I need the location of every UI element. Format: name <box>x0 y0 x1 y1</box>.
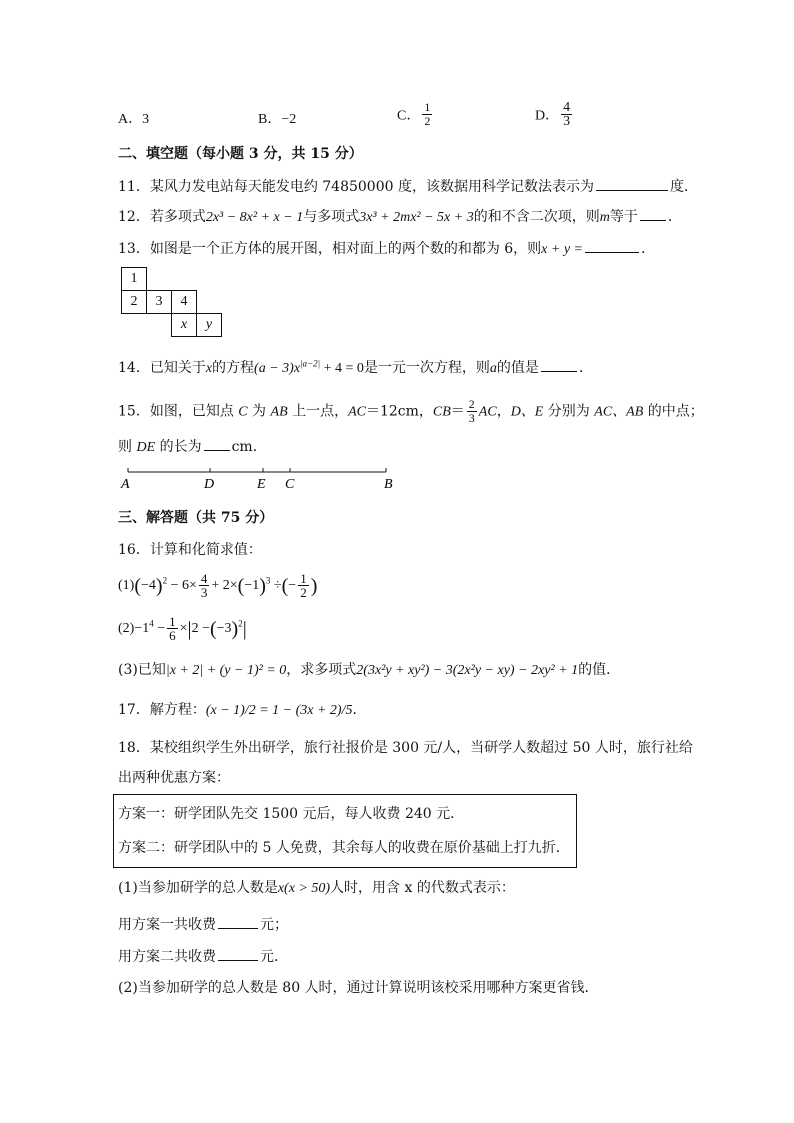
label-a: A <box>121 477 130 492</box>
label-b: B <box>384 477 393 492</box>
net-cell: 1 <box>122 268 147 291</box>
plan-one: 方案一：研学团队先交 1500 元后，每人收费 240 元． <box>118 806 465 822</box>
net-cell: 4 <box>172 291 197 314</box>
section2-title: 二、填空题（每小题 3 分，共 15 分） <box>118 146 363 162</box>
option-a: A．3 <box>118 112 150 127</box>
question-13: 13．如图是一个正方体的展开图，相对面上的两个数的和都为 6，则x + y = ． <box>118 238 655 260</box>
question-11: 11．某风力发电站每天能发电约 74850000 度，该数据用科学记数法表示为 度． <box>118 176 698 197</box>
question-14: 14．已知关于x的方程$(a - 3)x^{|a-2|} + 4 = 0$是一元一次方程，则a的值是 ． <box>118 358 593 376</box>
question-18-part1: (1)当参加研学的总人数是x(x > 50)人时，用含 x 的代数式表示： <box>118 880 515 896</box>
plan-two: 方案二：研学团队中的 5 人免费，其余每人的收费在原价基础上打九折． <box>118 840 570 856</box>
question-15-line1: 15．如图，已知点 C 为 AB 上一点，AC＝12cm，CB＝ $\frac{2}{3}$ AC，D、E 分别为 AC、AB 的中点； <box>118 397 704 425</box>
net-cell: x <box>172 314 197 337</box>
label-c: C <box>285 477 295 492</box>
question-16-part3: (3)已知|x + 2| + (y − 1)² = 0，求多项式2(3x²y + xy²) − 3(2x²y − xy) − 2xy² + 1的值． <box>118 662 621 678</box>
question-15-line2: 则 DE 的长为 cm． <box>118 436 267 458</box>
fee-plan-one: 用方案一共收费 元； <box>118 914 288 935</box>
question-12: 12．若多项式2x³ − 8x² + x − 1与多项式3x³ + 2mx² − 5x + 3的和不含二次项，则m等于 ． <box>118 206 682 228</box>
question-18-part2: (2)当参加研学的总人数是 80 人时，通过计算说明该校采用哪种方案更省钱． <box>118 980 599 996</box>
segment-figure <box>118 464 398 494</box>
option-b: B．−2 <box>258 112 297 127</box>
net-cell: 2 <box>122 291 147 314</box>
option-c: C． $\frac{1}{2}$ <box>397 100 431 128</box>
option-d: D． $\frac{4}{3}$ <box>535 100 571 129</box>
question-18-line2: 出两种优惠方案： <box>118 770 230 786</box>
question-16-title: 16．计算和化简求值： <box>118 542 262 558</box>
question-18-line1: 18．某校组织学生外出研学，旅行社报价是 300 元/人，当研学人数超过 50 人时，旅行社给 <box>118 740 693 756</box>
question-16-part2: $(2)-1^4$ − $\frac{1}{6}$ $\times|2 -(-3)^2|$ <box>118 614 247 644</box>
cube-net <box>121 267 222 337</box>
label-d: D <box>204 477 215 492</box>
section3-title: 三、解答题（共 75 分） <box>118 510 274 526</box>
net-cell: y <box>197 314 222 337</box>
net-cell: 3 <box>147 291 172 314</box>
fee-plan-two: 用方案二共收费 元． <box>118 946 288 967</box>
question-16-part1: $(1)(-4)^2 - 6\times$ $\frac{4}{3}$ + $2\times(-1)^3$ ÷(− $\frac{1}{2}$ ) <box>118 571 318 601</box>
label-e: E <box>257 477 266 492</box>
question-17: 17．解方程：(x − 1)/2 = 1 − (3x + 2)/5． <box>118 702 367 718</box>
